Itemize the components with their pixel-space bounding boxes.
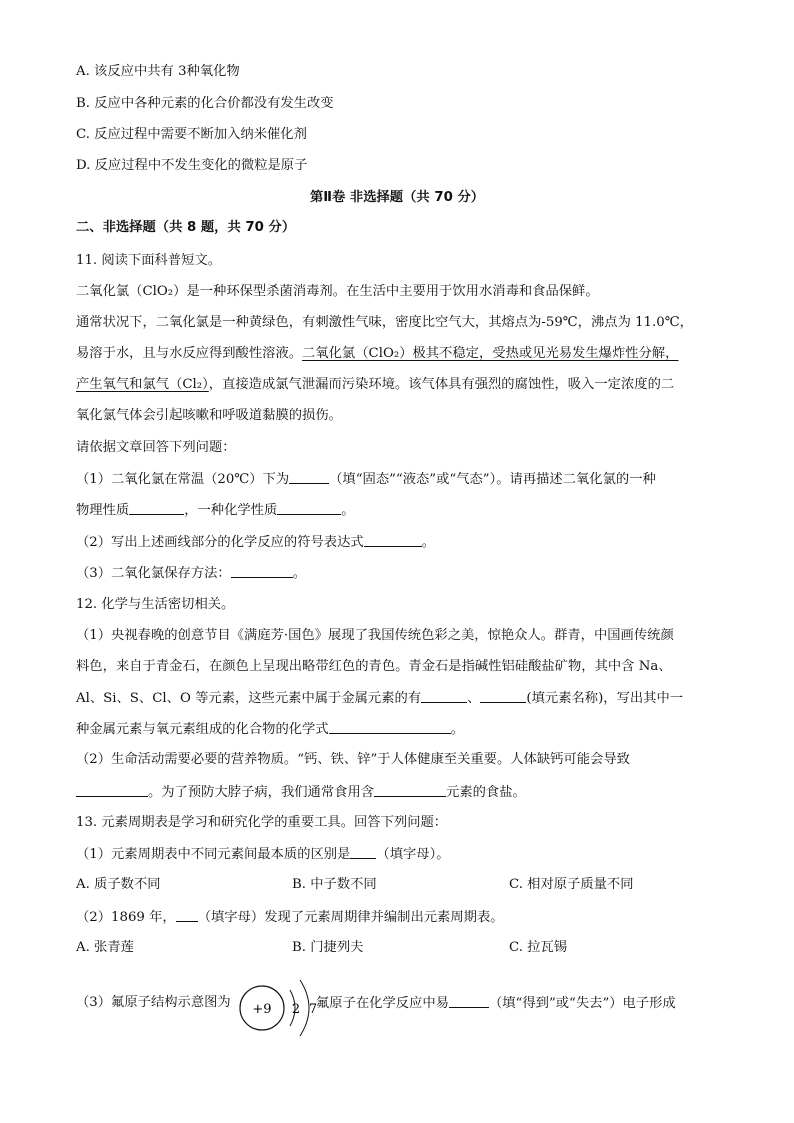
answer-blank[interactable] [421, 688, 467, 703]
q11-sub-1-line-1 [76, 469, 656, 490]
q11-s1-text-3: 物理性质 [76, 503, 130, 518]
q11-sub-2 [76, 532, 435, 553]
q11-s1-text-4: ，一种化学性质 [184, 503, 278, 518]
q13-sub-1 [76, 844, 450, 865]
q11-s2-text-2: 。 [421, 535, 435, 550]
q12-sub-1-line-3 [76, 688, 683, 709]
answer-blank[interactable] [176, 907, 198, 922]
q13-s1-text-2: （填字母）。 [376, 847, 450, 862]
shell-1-electrons: 2 [291, 1002, 301, 1017]
q11-paragraph-2-line-2 [76, 344, 678, 364]
q11-sub-3 [76, 563, 306, 584]
q12-sub-2-line-1: （2）生命活动需要必要的营养物质。“钙、铁、锌”于人体健康至关重要。人体缺钙可能会导致 [76, 752, 630, 767]
q12-sub-1-line-4 [76, 719, 464, 740]
q13-sub-3-suffix [316, 993, 676, 1014]
q11-s1-text: （1）二氧化氯在常温（20℃）下为 [76, 472, 290, 487]
q11-text: 易溶于水，且与水反应得到酸性溶液。 [76, 346, 303, 361]
answer-blank[interactable] [231, 563, 293, 578]
q12-s1-text: Al、Si、S、Cl、O 等元素，这些元素中属于金属元素的有 [76, 691, 422, 706]
q13-s1-text: （1）元素周期表中不同元素间最本质的区别是 [76, 847, 351, 862]
q11-s3-text-2: 。 [292, 566, 307, 581]
q11-s3-text: （3）二氧化氯保存方法： [76, 566, 231, 581]
q11-underlined-text: 二氧化氯（ClO₂）极其不稳定，受热或见光易发生爆炸性分解， [302, 346, 679, 361]
q13-intro: 13. 元素周期表是学习和研究化学的重要工具。回答下列问题： [76, 815, 448, 830]
answer-blank[interactable] [480, 688, 526, 703]
answer-blank[interactable] [449, 993, 489, 1008]
q13-s1-option-c: C. 相对原子质量不同 [509, 877, 634, 892]
q12-sub-1-line-2: 料色，来自于青金石，在颜色上呈现出略带红色的青色。青金石是指碱性铝硅酸盐矿物，其中含 Na、 [76, 659, 672, 674]
answer-blank[interactable] [76, 782, 148, 797]
q13-s2-option-b: B. 门捷列夫 [292, 940, 364, 955]
q11-paragraph-1: 二氧化氯（ClO₂）是一种环保型杀菌消毒剂。在生活中主要用于饮用水消毒和食品保鲜。 [76, 284, 599, 299]
option-b: B. 反应中各种元素的化合价都没有发生改变 [76, 96, 334, 111]
shell-2-electrons: 7 [308, 1002, 318, 1017]
option-a: A. 该反应中共有 3种氧化物 [76, 64, 240, 79]
q11-underlined-text-2: 产生氧气和氯气（Cl₂） [76, 377, 209, 392]
q11-paragraph-2-line-3 [76, 375, 674, 395]
q13-s1-option-a: A. 质子数不同 [76, 877, 161, 892]
q13-s2-text: （2）1869 年， [76, 910, 176, 925]
answer-blank[interactable] [277, 500, 341, 515]
q12-intro: 12. 化学与生活密切相关。 [76, 597, 235, 612]
q12-sub-2-line-2 [76, 782, 526, 803]
answer-blank[interactable] [364, 532, 422, 547]
q12-sub-1-line-1: （1）央视春晚的创意节目《满庭芳·国色》展现了我国传统色彩之美，惊艳众人。群青，中国画传统颜 [76, 628, 674, 643]
answer-blank[interactable] [129, 500, 184, 515]
q11-sub-1-line-2 [76, 500, 355, 521]
q13-sub-3-prefix: （3）氟原子结构示意图为 [76, 995, 231, 1010]
q12-s1-text-2: (填元素名称)，写出其中一 [526, 691, 684, 706]
q12-s2-text: 。为了预防大脖子病，我们通常食用含 [148, 785, 375, 800]
q12-s2-text-2: 元素的食盐。 [446, 785, 526, 800]
electron-shell-2 [300, 980, 309, 1036]
answer-blank[interactable] [374, 782, 446, 797]
q13-sub-2 [76, 907, 504, 928]
part-title: 二、非选择题（共 8 题，共 70 分） [76, 220, 296, 235]
q11-paragraph-2-line-1: 通常状况下，二氧化氯是一种黄绿色，有刺激性气味，密度比空气大，其熔点为-59℃，沸点为 11.0℃， [76, 315, 693, 330]
q11-s1-text-2: （填“固态”“液态”或“气态”）。请再描述二氧化氯的一种 [329, 472, 656, 487]
q11-s2-text: （2）写出上述画线部分的化学反应的符号表达式 [76, 535, 364, 550]
section-title: 第Ⅱ卷 非选择题（共 70 分） [309, 190, 485, 205]
answer-blank[interactable] [350, 844, 376, 859]
nucleus-charge: +9 [252, 1002, 272, 1017]
q11-text-2: ，直接造成氯气泄漏而污染环境。该气体具有强烈的腐蚀性，吸入一定浓度的二 [208, 377, 675, 392]
q12-s1-text-3: 种金属元素与氧元素组成的化合物的化学式 [76, 722, 329, 737]
q12-s1-sep: 、 [467, 691, 481, 706]
option-c: C. 反应过程中需要不断加入纳米催化剂 [76, 127, 307, 142]
q13-s2-text-2: （填字母）发现了元素周期律并编制出元素周期表。 [197, 910, 504, 925]
q13-s2-option-a: A. 张青莲 [76, 940, 134, 955]
q11-intro: 11. 阅读下面科普短文。 [76, 253, 222, 268]
q11-paragraph-2-line-4: 氧化氯气体会引起咳嗽和呼吸道黏膜的损伤。 [76, 408, 342, 423]
q13-s3-text: 氟原子在化学反应中易 [316, 996, 449, 1011]
option-d: D. 反应过程中不发生变化的微粒是原子 [76, 158, 308, 173]
q11-s1-text-5: 。 [341, 503, 355, 518]
q12-s1-text-4: 。 [450, 722, 464, 737]
q11-ask: 请依据文章回答下列问题： [76, 440, 236, 455]
q13-s1-option-b: B. 中子数不同 [292, 877, 377, 892]
answer-blank[interactable] [289, 469, 329, 484]
q13-s3-text-2: （填“得到”或“失去”）电子形成 [488, 996, 676, 1011]
answer-blank[interactable] [329, 719, 451, 734]
q13-s2-option-c: C. 拉瓦锡 [509, 940, 568, 955]
